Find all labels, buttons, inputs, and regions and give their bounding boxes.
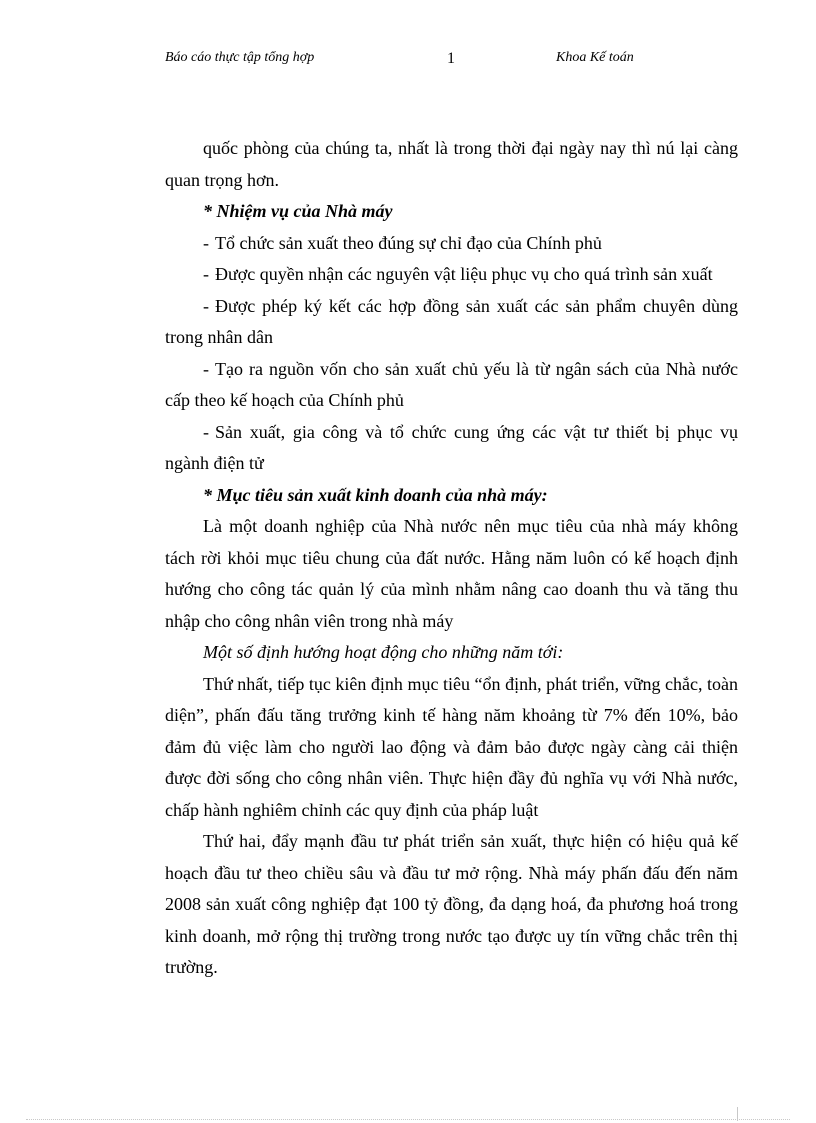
page-header: [0, 48, 816, 70]
subheading-directions: Một số định hướng hoạt động cho những năm tới:: [203, 642, 564, 662]
task-item-text: Sản xuất, gia công và tổ chức cung ứng các vật tư thiết bị phục vụ ngành điện tử: [165, 421, 738, 473]
task-item: [165, 291, 738, 354]
task-item: [165, 259, 738, 291]
bullet-dash: -: [203, 358, 209, 379]
task-item-text: Được phép ký kết các hợp đồng sản xuất các sản phẩm chuyên dùng trong nhân dân: [165, 295, 738, 347]
heading-tasks: * Nhiệm vụ của Nhà máy: [203, 201, 393, 221]
task-item-text: Tạo ra nguồn vốn cho sản xuất chủ yếu là từ ngân sách của Nhà nước cấp theo kế hoạch của Chính phủ: [165, 358, 738, 410]
footer-divider: [26, 1119, 790, 1120]
task-item-text: Tổ chức sản xuất theo đúng sự chỉ đạo của Chính phủ: [215, 232, 602, 253]
header-report-title: Báo cáo thực tập tổng hợp: [165, 50, 315, 65]
paragraph-first-direction: Thứ nhất, tiếp tục kiên định mục tiêu “ổn định, phát triển, vững chắc, toàn diện”, phấn đấu tăng trưởng kinh tế hàng năm khoảng từ 7% đến 10%, bảo đảm đủ việc làm cho người lao động và đảm bảo được ngày càng cải thiện được đời sống cho công nhân viên. Thực hiện đầy đủ nghĩa vụ với Nhà nước, chấp hành nghiêm chỉnh các quy định của pháp luật: [165, 673, 738, 820]
paragraph-intro: quốc phòng của chúng ta, nhất là trong thời đại ngày nay thì nú lại càng quan trọng hơn.: [165, 138, 738, 190]
heading-business-goals: * Mục tiêu sản xuất kinh doanh của nhà máy:: [203, 484, 548, 505]
task-item: [165, 417, 738, 480]
task-item-text: Được quyền nhận các nguyên vật liệu phục vụ cho quá trình sản xuất: [215, 264, 713, 284]
paragraph-goals: Là một doanh nghiệp của Nhà nước nên mục tiêu của nhà máy không tách rời khỏi mục tiêu chung của đất nước. Hằng năm luôn có kế hoạch định hướng cho công tác quản lý của mình nhằm nâng cao doanh thu và tăng thu nhập cho công nhân viên trong nhà máy: [165, 516, 738, 631]
paragraph-second-direction: Thứ hai, đẩy mạnh đầu tư phát triển sản xuất, thực hiện có hiệu quả kế hoạch đầu tư theo chiều sâu và đầu tư mở rộng. Nhà máy phấn đấu đến năm 2008 sản xuất công nghiệp đạt 100 tỷ đồng, đa dạng hoá, đa phương hoá trong kinh doanh, mở rộng thị trường trong nước tạo được uy tín vững chắc trên thị trường.: [165, 831, 738, 977]
document-body: [165, 133, 738, 984]
bullet-dash: -: [203, 421, 209, 442]
page-number: 1: [447, 50, 455, 67]
bullet-dash: -: [203, 264, 209, 284]
task-item: [165, 354, 738, 417]
footer-tick: [737, 1107, 738, 1121]
bullet-dash: -: [203, 232, 209, 253]
header-department: Khoa Kế toán: [556, 50, 634, 65]
bullet-dash: -: [203, 295, 209, 316]
task-item: [165, 228, 738, 260]
